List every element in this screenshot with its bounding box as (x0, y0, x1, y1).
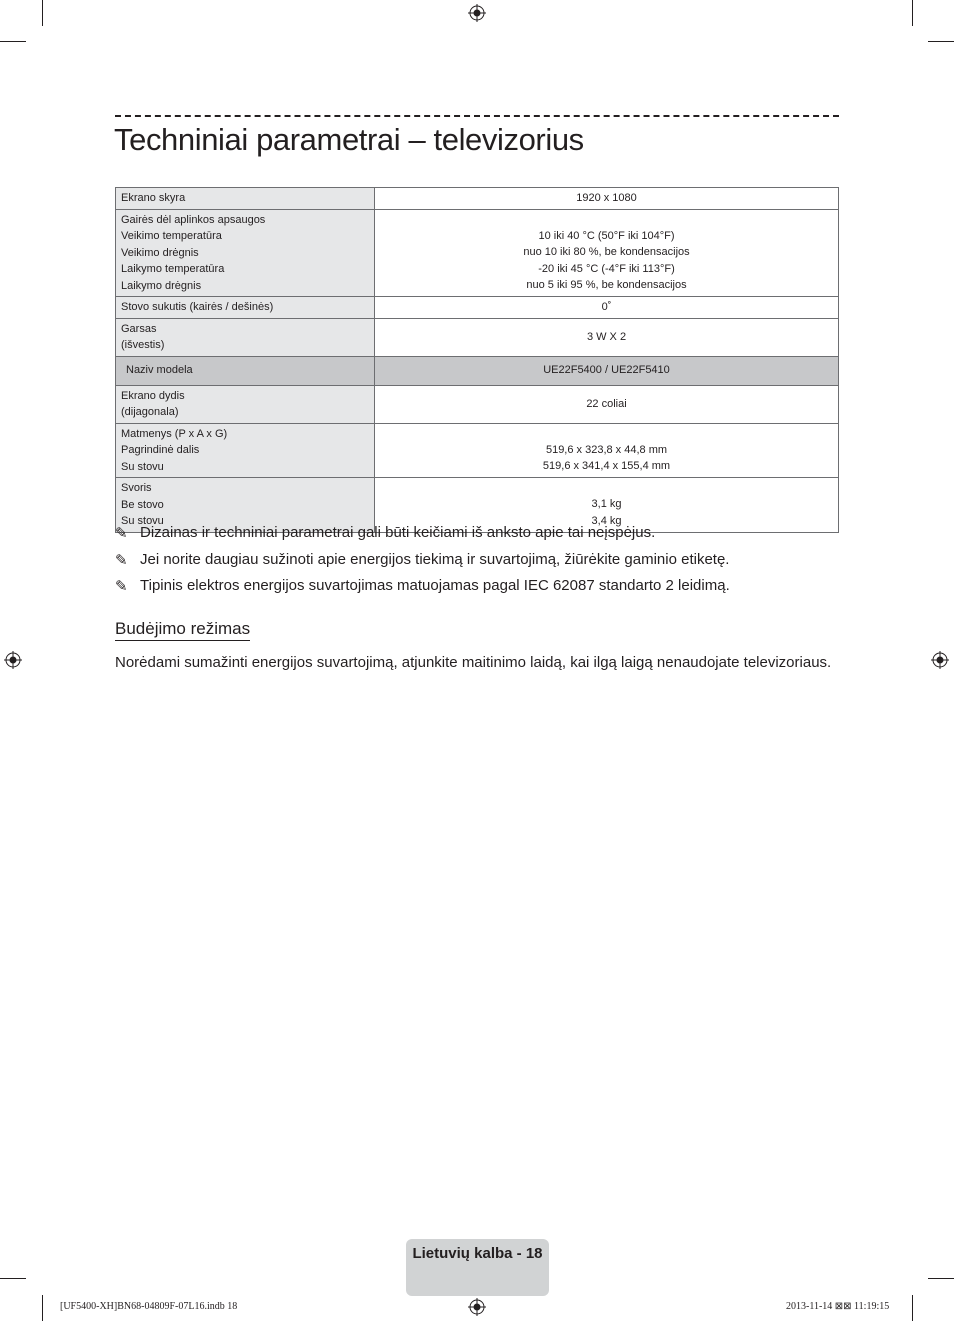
spec-value: 519,6 x 341,4 x 155,4 mm (542, 460, 671, 473)
spec-label: Be stovo (121, 498, 164, 511)
crop-mark-bottom-left-v (42, 1295, 43, 1321)
spec-value: 3,4 kg (591, 514, 622, 527)
spec-value: 3 W X 2 (586, 330, 627, 343)
note-text: Jei norite daugiau sužinoti apie energijos tiekimą ir suvartojimą, žiūrėkite gaminio etiketę. (140, 550, 730, 568)
registration-mark-icon (931, 651, 949, 669)
pencil-note-icon: ✎ (115, 551, 128, 569)
spec-label: Laikymo temperatūra (121, 263, 225, 275)
spec-label: Svoris (121, 482, 152, 494)
spec-label: Veikimo temperatūra (121, 230, 222, 242)
spec-label: Ekrano skyra (121, 192, 186, 204)
spec-label-cell (116, 356, 375, 385)
list-item (115, 524, 855, 551)
table-row (116, 209, 839, 297)
table-row (116, 297, 839, 319)
spec-label: Laikymo drėgnis (121, 279, 202, 292)
title-dashed-rule (115, 115, 839, 117)
page-number-label: Lietuvių kalba - 18 (412, 1245, 543, 1262)
crop-mark-top-left-v (42, 0, 43, 26)
page-title: Techniniai parametrai – televizorius (114, 122, 584, 157)
note-text: Dizainas ir techniniai parametrai gali būti keičiami iš anksto apie tai neįspėjus. (140, 524, 656, 541)
spec-label-cell (116, 297, 375, 319)
spec-value: 3,1 kg (591, 498, 622, 511)
spec-label: (išvestis) (121, 339, 165, 351)
list-item (115, 551, 855, 578)
table-row (116, 385, 839, 423)
section-heading: Budėjimo režimas (115, 619, 250, 641)
spec-label: Stovo sukutis (kairės / dešinės) (121, 301, 274, 313)
spec-label-cell (116, 385, 375, 423)
registration-mark-icon (468, 1298, 486, 1316)
spec-value-cell (375, 188, 839, 210)
table-row (116, 188, 839, 210)
crop-mark-bottom-right-h (928, 1278, 954, 1279)
spec-label: (dijagonala) (121, 406, 179, 418)
spec-label: Gairės dėl aplinkos apsaugos (121, 213, 266, 226)
spec-label: Naziv modela (126, 364, 193, 377)
registration-mark-icon (4, 651, 22, 669)
spec-value: 519,6 x 323,8 x 44,8 mm (545, 443, 668, 456)
print-date-info: 2013-11-14 ⊠⊠ 11:19:15 (786, 1301, 890, 1312)
print-file-info: [UF5400-XH]BN68-04809F-07L16.indb 18 (60, 1301, 238, 1312)
crop-mark-bottom-right-v (912, 1295, 913, 1321)
spec-table (115, 187, 839, 533)
list-item (115, 577, 855, 604)
spec-label-cell (116, 423, 375, 478)
pencil-note-icon: ✎ (115, 525, 128, 542)
crop-mark-top-left-h (0, 41, 26, 42)
crop-mark-top-right-h (928, 41, 954, 42)
spec-label: Pagrindinė dalis (121, 444, 200, 456)
spec-value: 10 iki 40 °C (50°F iki 104°F) (538, 229, 675, 242)
pencil-note-icon: ✎ (115, 578, 128, 595)
spec-label-cell (116, 209, 375, 297)
spec-value: nuo 5 iki 95 %, be kondensacijos (526, 279, 687, 292)
spec-value: 0˚ (601, 301, 612, 313)
table-row-model (116, 356, 839, 385)
spec-value: 1920 x 1080 (576, 192, 637, 204)
spec-label-cell (116, 188, 375, 210)
crop-mark-top-right-v (912, 0, 913, 26)
spec-label: Ekrano dydis (121, 389, 185, 402)
note-text: Tipinis elektros energijos suvartojimas matuojamas pagal IEC 62087 standarto 2 leidimą. (140, 577, 730, 594)
spec-value-cell (375, 209, 839, 297)
spec-value-cell (375, 318, 839, 356)
spec-value: UE22F5400 / UE22F5410 (543, 364, 670, 377)
spec-label: Veikimo drėgnis (121, 246, 199, 259)
table-row (116, 318, 839, 356)
spec-value-cell (375, 423, 839, 478)
spec-label: Su stovu (121, 515, 164, 527)
table-row (116, 423, 839, 478)
spec-value: 22 coliai (586, 397, 627, 410)
spec-label: Garsas (121, 322, 157, 335)
spec-label: Matmenys (P x A x G) (121, 427, 228, 440)
spec-value-cell (375, 385, 839, 423)
notes-list (115, 524, 855, 604)
crop-mark-bottom-left-h (0, 1278, 26, 1279)
spec-label: Su stovu (121, 460, 164, 473)
section-paragraph: Norėdami sumažinti energijos suvartojimą, atjunkite maitinimo laidą, kai ilgą laigą nenaudojate televizoriaus. (115, 654, 832, 671)
registration-mark-icon (468, 4, 486, 22)
spec-value: nuo 10 iki 80 %, be kondensacijos (523, 246, 690, 259)
spec-label-cell (116, 318, 375, 356)
spec-value-cell (375, 356, 839, 385)
spec-value-cell (375, 297, 839, 319)
spec-value: -20 iki 45 °C (-4°F iki 113°F) (538, 262, 675, 275)
